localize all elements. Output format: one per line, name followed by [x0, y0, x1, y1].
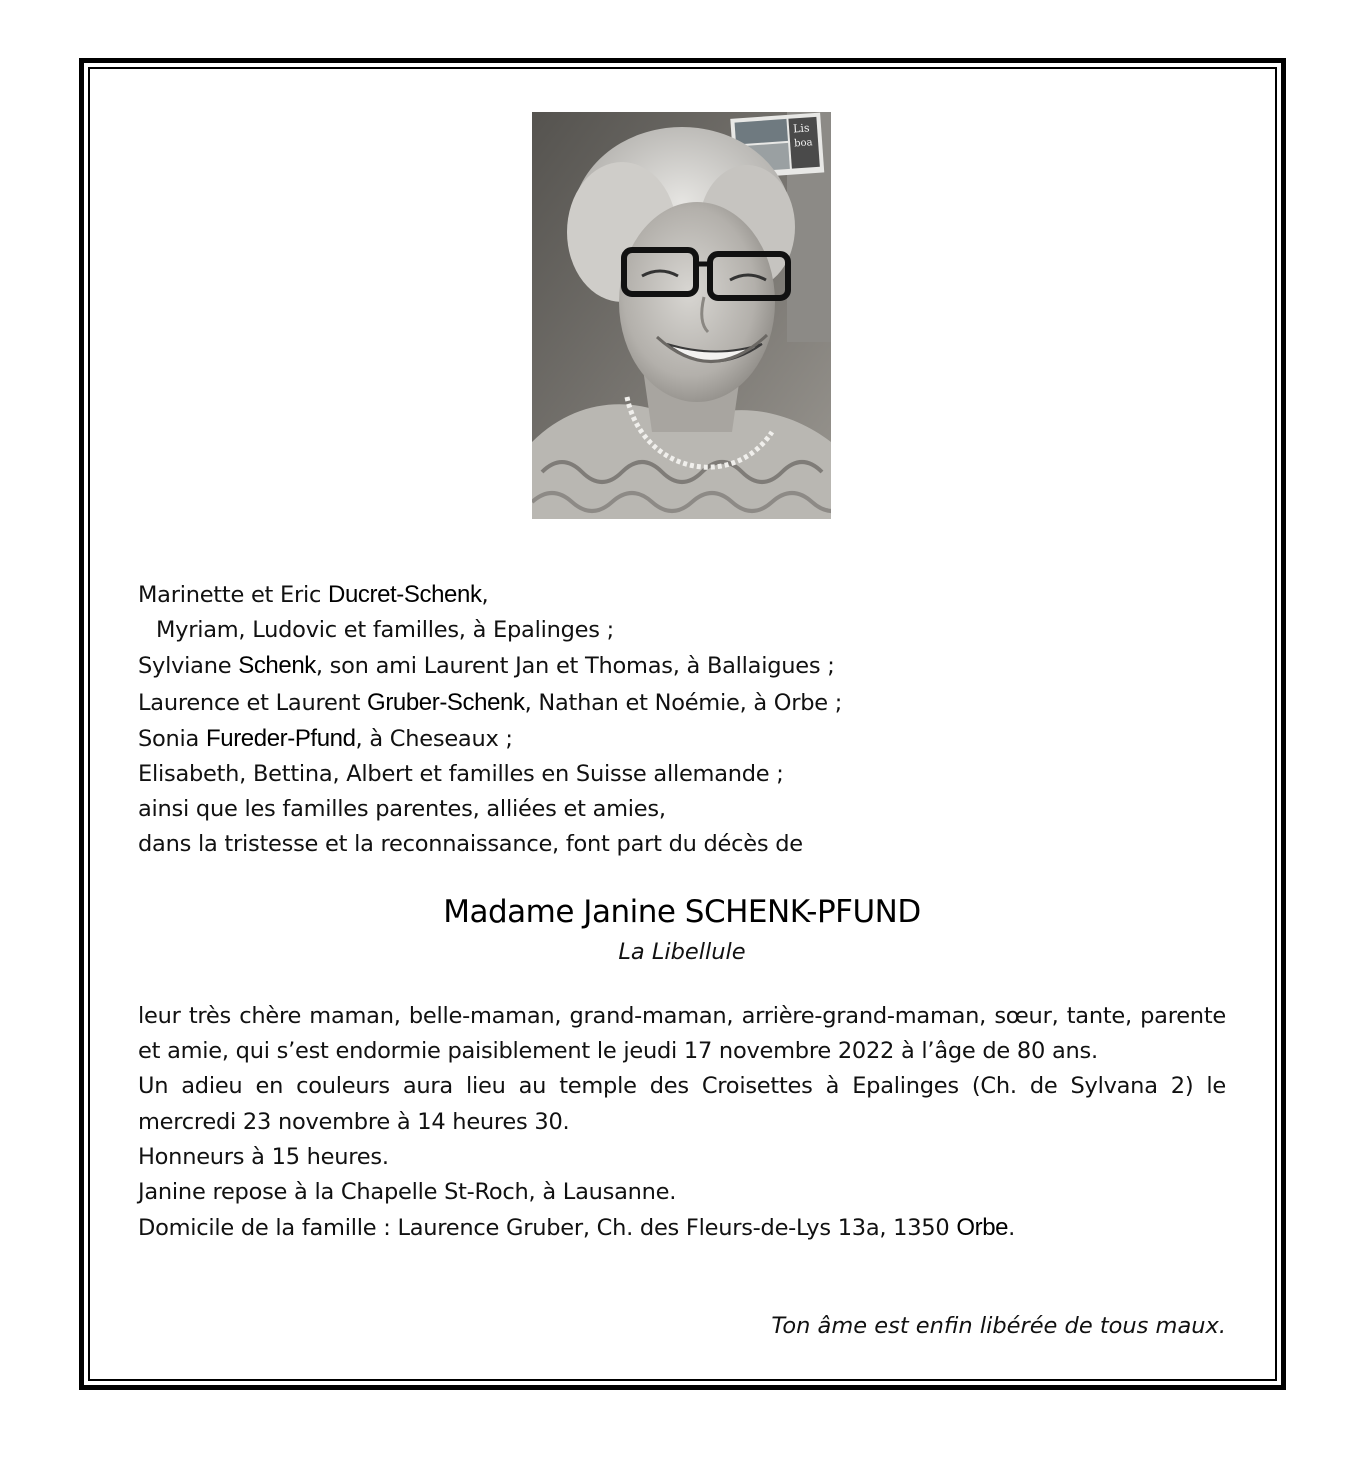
text-segment: , à Cheseaux ; [355, 725, 513, 752]
text-segment: , son ami Laurent Jan et Thomas, à Ballaigues ; [315, 653, 835, 680]
postcard-text-1: Lis [792, 121, 811, 136]
text-segment: Sonia [138, 725, 206, 752]
body-paragraph [138, 999, 1226, 1069]
text-segment: Domicile de la famille : Laurence Gruber, Ch. des Fleurs-de-Lys 13a, 1350 [138, 1215, 957, 1242]
bold-name: Gruber-Schenk [367, 688, 525, 716]
closing-quote: Ton âme est enfin libérée de tous maux. [771, 1313, 1226, 1339]
deceased-name: Madame Janine SCHENK-PFUND [443, 894, 921, 930]
bold-name: Fureder-Pfund [206, 724, 356, 752]
text-segment: Marinette et Eric [138, 582, 329, 608]
text-segment: leur très chère maman, belle-maman, grand-maman, arrière-grand-maman, sœur, tante, parente et amie, qui s’est endormie paisiblement le jeudi 17 novembre 2022 à l’âge de 80 ans. [138, 1003, 1226, 1065]
text-segment: dans la tristesse et la reconnaissance, font part du décès de [138, 831, 803, 858]
text-segment: , [481, 582, 489, 608]
text-segment: Elisabeth, Bettina, Albert et familles en Suisse allemande ; [138, 761, 784, 788]
body-paragraph [138, 1210, 1226, 1246]
text-segment: Myriam, Ludovic et familles, à Epalinges ; [156, 617, 614, 644]
postcard-text-2: boa [793, 137, 813, 150]
family-line [138, 577, 1226, 613]
body-paragraph [138, 1175, 1226, 1210]
text-segment: , Nathan et Noémie, à Orbe ; [524, 689, 843, 716]
deceased-nickname: La Libellule [618, 939, 746, 965]
family-line [138, 613, 1226, 648]
text-segment: Sylviane [138, 653, 239, 680]
text-segment: ainsi que les familles parentes, alliées et amies, [138, 796, 666, 823]
text-segment: Laurence et Laurent [138, 689, 368, 716]
portrait-photo [532, 112, 831, 519]
bold-name: Schenk [238, 652, 316, 680]
family-line [138, 648, 1226, 684]
family-line [138, 685, 1226, 721]
announcement-body [138, 999, 1226, 1246]
family-line [138, 721, 1226, 757]
text-segment: Janine repose à la Chapelle St-Roch, à Lausanne. [138, 1179, 677, 1206]
text-segment: . [1008, 1215, 1016, 1242]
text-segment: Honneurs à 15 heures. [138, 1143, 389, 1170]
family-line [138, 827, 1226, 862]
bold-name: Orbe [956, 1214, 1009, 1242]
text-segment: Un adieu en couleurs aura lieu au temple des Croisettes à Epalinges (Ch. de Sylvana 2) le mercredi 23 novembre à 14 heures 30. [138, 1073, 1226, 1135]
body-paragraph [138, 1140, 1226, 1175]
family-line [138, 792, 1226, 827]
bold-name: Ducret-Schenk [328, 581, 482, 608]
body-paragraph [138, 1069, 1226, 1139]
family-line [138, 757, 1226, 792]
family-list [138, 577, 1226, 863]
